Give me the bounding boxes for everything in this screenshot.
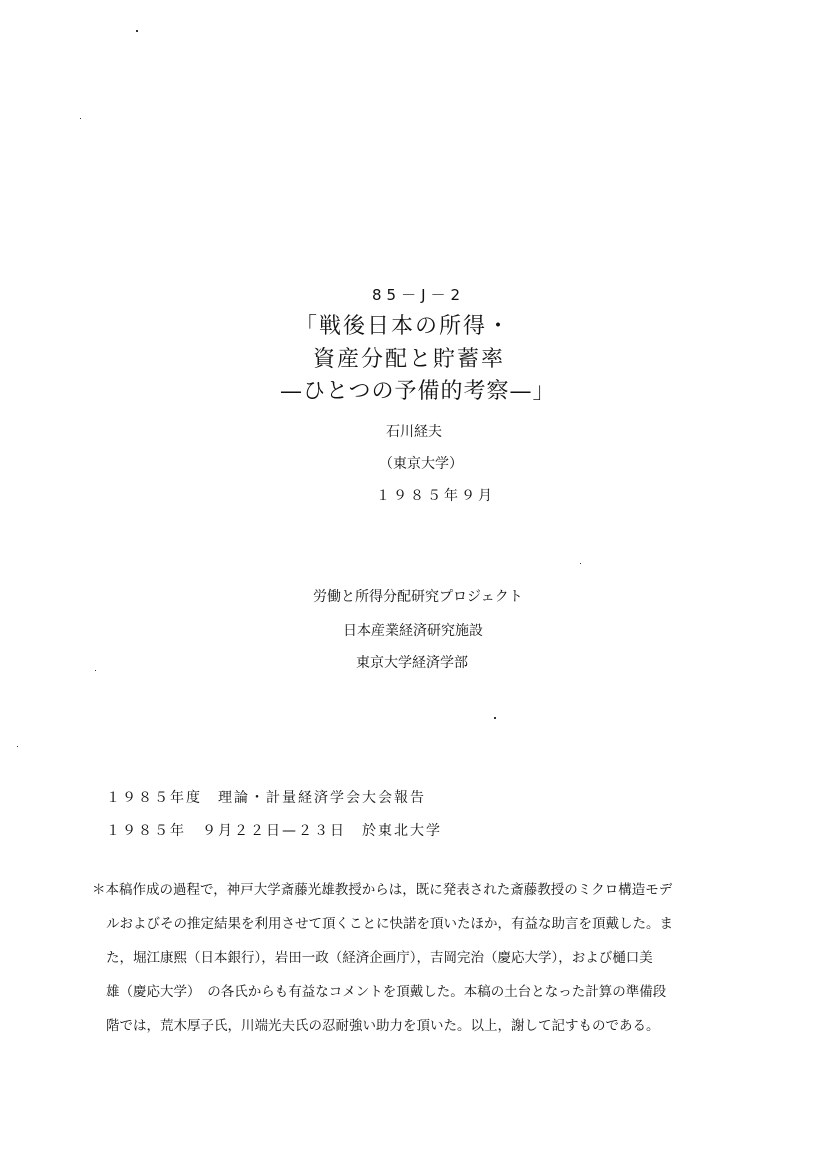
- scan-speck: [95, 670, 96, 671]
- title-line-1: 「戦後日本の所得・: [295, 314, 512, 339]
- footnote-line: た，堀江康熙（日本銀行），岩田一政（経済企画庁），吉岡完治（慶応大学），および樋口美: [106, 950, 653, 966]
- scan-speck: [580, 563, 581, 564]
- author-affiliation: （東京大学）: [379, 456, 463, 472]
- footnote-line: 雄（慶応大学） の各氏からも有益なコメントを頂戴した。本稿の土台となった計算の準備段: [106, 984, 667, 1000]
- footnote-line: 階では，荒木厚子氏，川端光夫氏の忍耐強い助力を頂いた。以上，謝して記すものである。: [106, 1018, 660, 1034]
- footnote-line: ＊本稿作成の過程で，神戸大学斎藤光雄教授からは，既に発表された斎藤教授のミクロ構造モデ: [92, 882, 673, 898]
- document-number: 85－J－2: [372, 286, 466, 304]
- scan-speck: [494, 717, 496, 719]
- scan-speck: [17, 746, 18, 747]
- project-name: 労働と所得分配研究プロジェクト: [313, 589, 523, 605]
- author-name: 石川経夫: [386, 424, 442, 440]
- footnote-line: ルおよびその推定結果を利用させて頂くことに快諾を頂いたほか，有益な助言を頂戴した。ま: [106, 916, 673, 932]
- acknowledgement-footnote: [92, 884, 754, 1054]
- scan-speck: [80, 118, 81, 119]
- conference-date-venue: １９８５年 ９月２２日—２３日 於東北大学: [106, 823, 442, 839]
- title-line-2: 資産分配と貯蓄率: [313, 347, 506, 372]
- conference-report: １９８５年度 理論・計量経済学会大会報告: [106, 790, 426, 806]
- institute-name: 日本産業経済研究施設: [343, 623, 483, 639]
- faculty-name: 東京大学経済学部: [356, 655, 468, 671]
- scan-speck: [136, 30, 138, 32]
- title-line-3: —ひとつの予備的考察—」: [280, 379, 556, 404]
- publication-date: １９８５年９月: [376, 488, 495, 504]
